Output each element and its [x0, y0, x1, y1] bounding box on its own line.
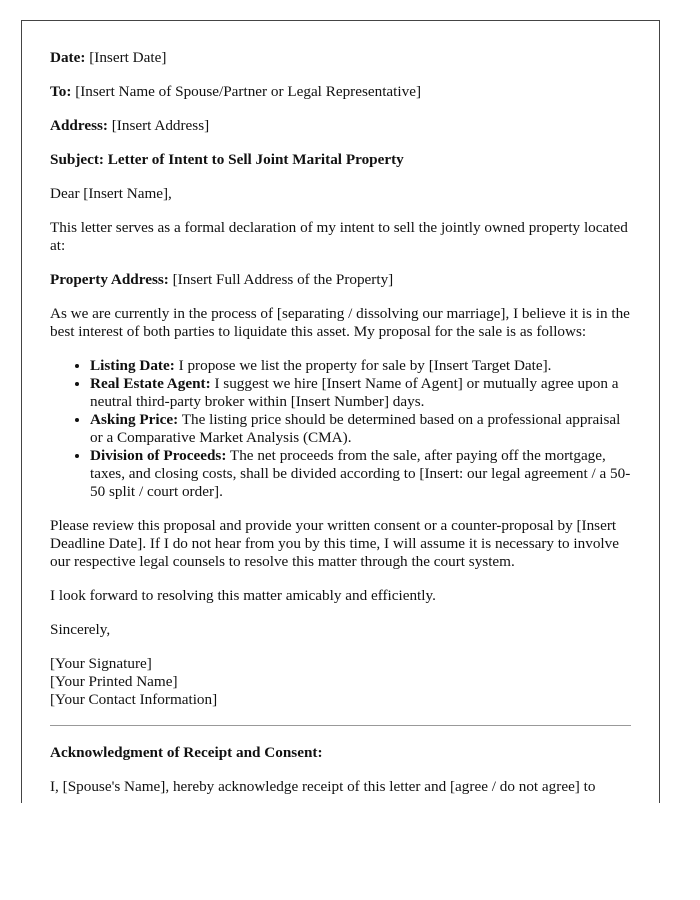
item-text: I propose we list the property for sale by [Insert Target Date].: [174, 357, 552, 374]
context-paragraph: As we are currently in the process of [separating / dissolving our marriage], I believe it is in the best interest of both parties to liquidate this asset. My proposal for the sale is as follows:: [50, 305, 630, 340]
item-text: I suggest we hire [Insert Name of Agent] or mutually agree upon a neutral third-party broker within [Insert Number] days.: [90, 375, 619, 410]
date-label: Date:: [50, 49, 86, 66]
to-line: [50, 83, 631, 101]
list-item: [90, 375, 631, 411]
proposal-list: [50, 357, 631, 501]
divider: [50, 725, 631, 726]
acknowledgment-title: Acknowledgment of Receipt and Consent:: [50, 744, 323, 761]
item-label: Division of Proceeds:: [90, 447, 227, 464]
to-label: To:: [50, 83, 72, 100]
subject-line: [50, 151, 631, 169]
item-label: Listing Date:: [90, 357, 175, 374]
item-text: The listing price should be determined based on a professional appraisal or a Comparative Market Analysis (CMA).: [90, 411, 621, 446]
item-label: Asking Price:: [90, 411, 179, 428]
address-line: [50, 117, 631, 135]
contact-info: [Your Contact Information]: [50, 691, 218, 708]
closing-paragraph: I look forward to resolving this matter amicably and efficiently.: [50, 587, 436, 604]
list-item: [90, 357, 631, 375]
item-label: Real Estate Agent:: [90, 375, 211, 392]
list-item: [90, 447, 631, 501]
intro-paragraph: This letter serves as a formal declaration of my intent to sell the jointly owned property located at:: [50, 219, 628, 254]
to-value: [Insert Name of Spouse/Partner or Legal Representative]: [71, 83, 421, 100]
salutation: Dear [Insert Name],: [50, 185, 172, 202]
letter-page: [21, 20, 660, 803]
date-value: [Insert Date]: [85, 49, 167, 66]
signature-block: [50, 655, 631, 709]
list-item: [90, 411, 631, 447]
printed-name: [Your Printed Name]: [50, 673, 178, 690]
date-line: [50, 49, 631, 67]
property-line: [50, 271, 631, 289]
item-text: The net proceeds from the sale, after paying off the mortgage, taxes, and closing costs, shall be divided according to [Insert: our legal agreement / a 50-50 split / court order].: [90, 447, 631, 500]
signature: [Your Signature]: [50, 655, 152, 672]
acknowledgment-heading: [50, 744, 631, 762]
property-value: [Insert Full Address of the Property]: [168, 271, 394, 288]
property-label: Property Address:: [50, 271, 169, 288]
address-label: Address:: [50, 117, 108, 134]
address-value: [Insert Address]: [107, 117, 210, 134]
subject: Subject: Letter of Intent to Sell Joint Marital Property: [50, 151, 404, 168]
request-paragraph: Please review this proposal and provide your written consent or a counter-proposal by [Insert Deadline Date]. If I do not hear from you by this time, I will assume it is necessary to involve our respective legal counsels to resolve this matter through the court system.: [50, 517, 619, 570]
acknowledgment-text: I, [Spouse's Name], hereby acknowledge receipt of this letter and [agree / do not agree] to: [50, 778, 596, 795]
signoff: Sincerely,: [50, 621, 111, 638]
